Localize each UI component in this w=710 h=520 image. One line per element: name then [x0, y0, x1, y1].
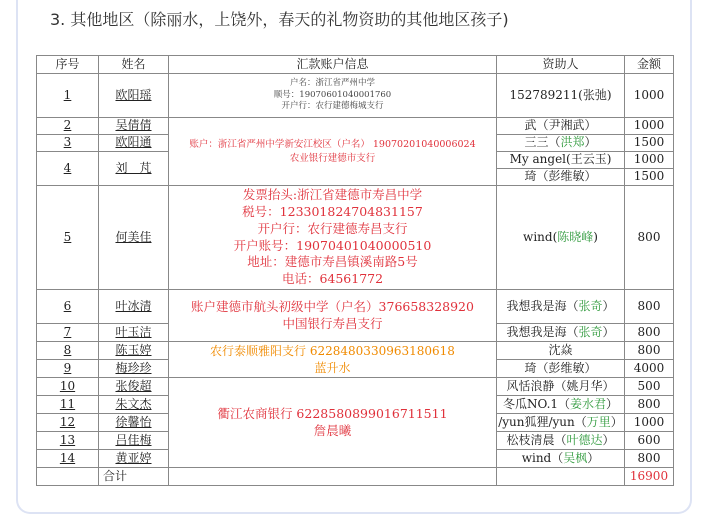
row-donor: My angel(王云玉) [497, 152, 625, 169]
table-row [37, 342, 674, 360]
table-row [37, 186, 674, 290]
row-donor: 冬瓜NO.1（姜水君） [497, 396, 625, 414]
row-no: 5 [37, 186, 99, 290]
donation-table [36, 55, 674, 486]
row-donor: 琦（彭维敏） [497, 360, 625, 378]
row-name: 刘 芃 [99, 152, 169, 186]
row-name: 黄亚婷 [99, 450, 169, 468]
row-name: 徐馨怡 [99, 414, 169, 432]
row-amount: 1000 [625, 152, 674, 169]
table-row [37, 118, 674, 135]
row-amount: 800 [625, 186, 674, 290]
row-amount: 1000 [625, 74, 674, 118]
row-donor: 152789211(张弛) [497, 74, 625, 118]
row-donor: 武（尹湘武） [497, 118, 625, 135]
row-amount: 800 [625, 324, 674, 342]
table-row [37, 290, 674, 324]
row-amount: 500 [625, 378, 674, 396]
row-amount: 4000 [625, 360, 674, 378]
table-row [37, 74, 674, 118]
row-no: 9 [37, 360, 99, 378]
row-no: 10 [37, 378, 99, 396]
account-info: 发票抬头:浙江省建德市寿昌中学 税号：123301824704831157 开户行：农行建德寿昌支行 开户账号：19070401040000510 地址：建德市寿昌镇溪南路5号 电话：64561772 [169, 186, 497, 290]
total-row [37, 468, 674, 486]
total-spacer [37, 468, 99, 486]
row-no: 6 [37, 290, 99, 324]
header-name: 姓名 [99, 56, 169, 74]
row-no: 2 [37, 118, 99, 135]
total-blank [169, 468, 497, 486]
row-amount: 800 [625, 396, 674, 414]
row-name: 朱文杰 [99, 396, 169, 414]
total-value: 16900 [625, 468, 674, 486]
row-no: 1 [37, 74, 99, 118]
row-amount: 800 [625, 342, 674, 360]
account-info: 农行泰顺雅阳支行 6228480330963180618 蓝升水 [169, 342, 497, 378]
table-row [37, 378, 674, 396]
header-amount: 金额 [625, 56, 674, 74]
row-no: 8 [37, 342, 99, 360]
row-no: 3 [37, 135, 99, 152]
row-no: 4 [37, 152, 99, 186]
row-no: 14 [37, 450, 99, 468]
table-header-row [37, 56, 674, 74]
row-name: 叶玉洁 [99, 324, 169, 342]
row-name: 吴倩倩 [99, 118, 169, 135]
header-no: 序号 [37, 56, 99, 74]
row-donor: 我想我是海（张奇） [497, 290, 625, 324]
total-label: 合计 [99, 468, 169, 486]
row-amount: 800 [625, 290, 674, 324]
row-amount: 1500 [625, 135, 674, 152]
row-name: 欧阳瑶 [99, 74, 169, 118]
row-no: 12 [37, 414, 99, 432]
account-info: 账户：浙江省严州中学新安江校区（户名） 19070201040006024 农业银行建德市支行 [169, 118, 497, 186]
row-donor: 三三（洪郑） [497, 135, 625, 152]
row-name: 欧阳通 [99, 135, 169, 152]
row-donor: wind(陈晓峰) [497, 186, 625, 290]
row-donor: 风恬浪静（姚月华） [497, 378, 625, 396]
row-donor: /yun狐狸/yun（万里） [497, 414, 625, 432]
row-name: 叶冰清 [99, 290, 169, 324]
row-name: 何美佳 [99, 186, 169, 290]
row-amount: 1000 [625, 118, 674, 135]
account-info: 衢江农商银行 6228580899016711511 詹晨曦 [169, 378, 497, 468]
row-no: 11 [37, 396, 99, 414]
header-donor: 资助人 [497, 56, 625, 74]
account-info: 户名：浙江省严州中学 顺号：19070601040001760 开户行：农行建德梅城支行 [169, 74, 497, 118]
row-name: 陈玉婷 [99, 342, 169, 360]
row-amount: 600 [625, 432, 674, 450]
header-account: 汇款账户信息 [169, 56, 497, 74]
row-donor: 松枝清晨（叶德达） [497, 432, 625, 450]
row-name: 张俊超 [99, 378, 169, 396]
row-no: 7 [37, 324, 99, 342]
row-name: 吕佳梅 [99, 432, 169, 450]
row-donor: 沈焱 [497, 342, 625, 360]
total-blank-donor [497, 468, 625, 486]
section-heading: 3. 其他地区（除丽水，上饶外，春天的礼物资助的其他地区孩子) [50, 10, 509, 29]
row-amount: 1000 [625, 414, 674, 432]
row-amount: 800 [625, 450, 674, 468]
row-amount: 1500 [625, 169, 674, 186]
row-donor: wind（吴枫） [497, 450, 625, 468]
row-donor: 琦（彭维敏） [497, 169, 625, 186]
row-name: 梅珍珍 [99, 360, 169, 378]
account-info: 账户建德市航头初级中学（户名）376658328920 中国银行寿昌支行 [169, 290, 497, 342]
row-donor: 我想我是海（张奇） [497, 324, 625, 342]
row-no: 13 [37, 432, 99, 450]
